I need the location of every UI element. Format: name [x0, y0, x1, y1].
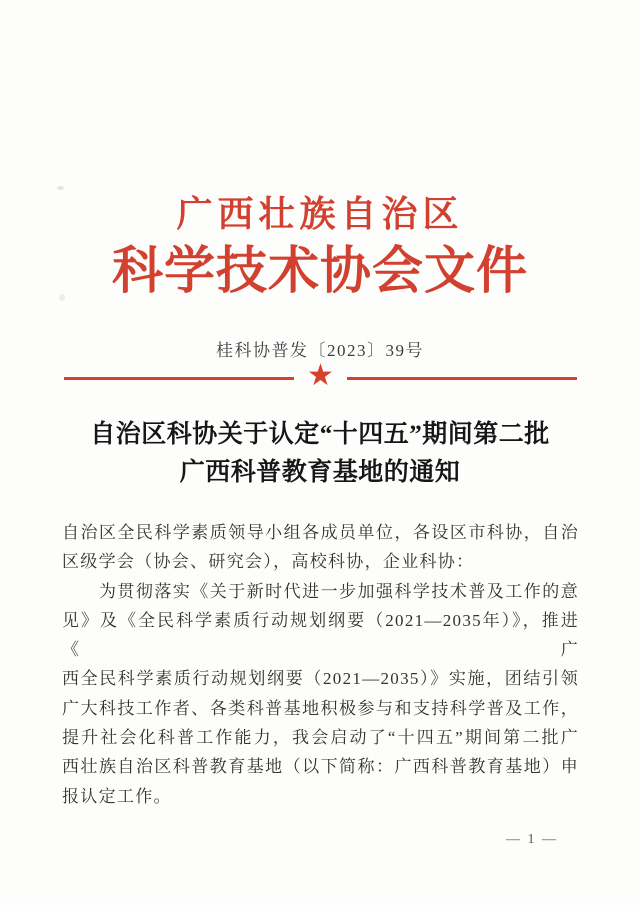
divider-rule-left [64, 377, 294, 380]
body-line: 提升社会化科普工作能力，我会启动了“十四五”期间第二批广 [62, 728, 579, 748]
body-line: 西全民科学素质行动规划纲要（2021—2035）》实施，团结引领 [62, 669, 579, 689]
document-title-line1: 自治区科协关于认定“十四五”期间第二批 [90, 421, 550, 448]
header-org-name-line2: 科学技术协会文件 [111, 244, 528, 300]
body-line: 西壮族自治区科普教育基地（以下简称：广西科普教育基地）申 [62, 757, 579, 777]
body-line: 报认定工作。 [62, 786, 172, 806]
document-title-line2: 广西科普教育基地的通知 [179, 459, 461, 486]
body-line: 为贯彻落实《关于新时代进一步加强科学技术普及工作的意 [62, 581, 579, 601]
document-number: 桂科协普发〔2023〕39号 [216, 341, 424, 360]
document-body [62, 518, 579, 811]
body-line: 广大科技工作者、各类科普基地积极参与和支持科学普及工作， [62, 698, 579, 718]
header-org-name-line1: 广西壮族自治区 [176, 194, 464, 234]
page-number: — 1 — [506, 832, 558, 847]
red-divider [64, 359, 577, 394]
scan-speck [57, 186, 64, 190]
body-line: 见》及《全民科学素质行动规划纲要（2021—2035年）》，推进《广 [62, 610, 579, 660]
divider-rule-right [347, 377, 577, 380]
body-line: 区级学会（协会、研究会），高校科协，企业科协： [62, 552, 475, 572]
body-line: 自治区全民科学素质领导小组各成员单位，各设区市科协，自治 [62, 523, 579, 542]
star-icon: ★ [307, 359, 334, 392]
document-title [40, 416, 600, 492]
